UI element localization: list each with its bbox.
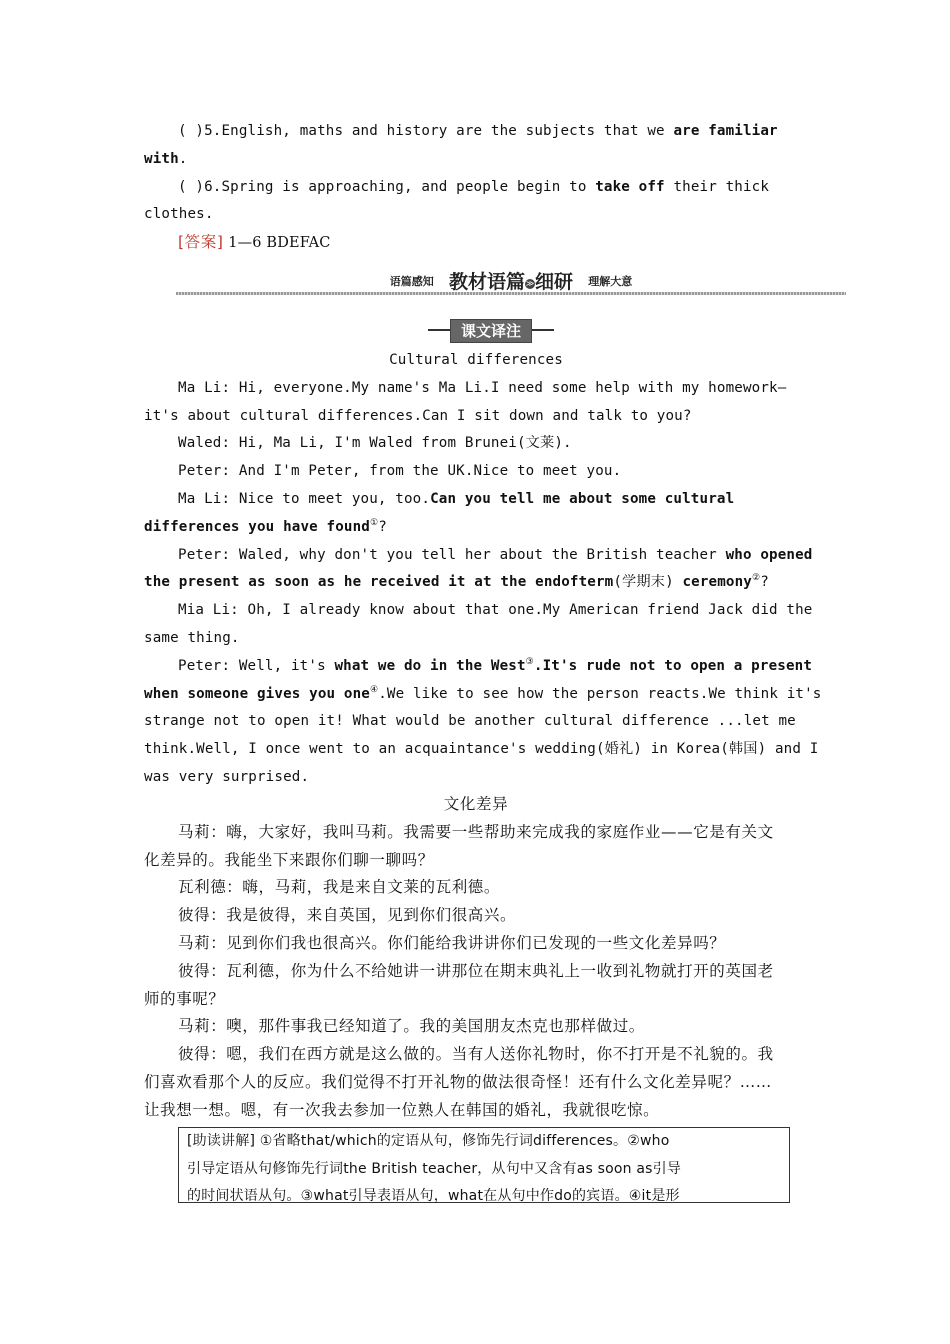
answer-text: 1—6 BDEFAC: [223, 235, 331, 252]
chinese-translation: 文化差异 马莉：嗨，大家好，我叫马莉。我需要一些帮助来完成我的家庭作业——它是有关文 化差异的。我能坐下来跟你们聊一聊吗？ 瓦利德：嗨，马莉，我是来自文莱的瓦利德。 彼得：我是彼得，来自英国，见到你们很高兴。 马莉：见到你们我也很高兴。你们能给我讲讲你们已发现的一些文化差异吗？ 彼得：瓦利德，你为什么不给她讲一讲那位在期末典礼上一收到礼物就打开的英国老 师的事呢？ 马莉：噢，那件事我已经知道了。我的美国朋友杰克也那样做过。 彼得：嗯，我们在西方就是这么做的。当有人送你礼物时，你不打开是不礼貌的。我 们喜欢看那个人的反应。我们觉得不打开礼物的做法很奇怪！还有什么文化差异呢？…… 让我想一想。嗯，有一次我去参加一位熟人在韩国的婚礼，我就很吃惊。: [144, 791, 808, 1125]
exercise-q5-line1: ( )5.English, maths and history are the subjects that we are familiar: [178, 123, 778, 139]
highlight-phrase: take off: [595, 178, 665, 195]
reading-note-box: [助读讲解] ①省略that/which的定语从句，修饰先行词differences。②who 引导定语从句修饰先行词the British teacher，从句中又含有as soon as引导 的时间状语从句。③what引导表语从句，what在从句中作do的宾语。④it是形: [178, 1127, 790, 1203]
arrow-icon: ≫: [525, 279, 535, 288]
english-text: Cultural differences Ma Li: Hi, everyone.My name's Ma Li.I need some help with my homework— it's about cultural differences.Can I sit down and talk to you? Waled: Hi, Ma Li, I'm Waled from Brunei(文莱). Peter: And I'm Peter, from the UK.Nice to meet you. Ma Li: Nice to meet you, too.Can you tell me about some cultural differences you have found①? Peter: Waled, why don't you tell her about the British teacher who opened the present as soon as he received it at the endofterm(学期末) ceremony②? Mia Li: Oh, I already know about that one.My American friend Jack did the same thing. Peter: Well, it's what we do in the West③.It's rude not to open a present when someone gives you one④.We like to see how the person reacts.We think it's strange not to open it! What would be another cultural difference ...let me think.Well, I once went to an acquaintance's wedding(婚礼) in Korea(韩国) and I was very surprised.: [144, 347, 808, 792]
answer-label: [答案]: [178, 233, 224, 252]
section-banner: 语篇感知 教材语篇≫细研 理解大意: [176, 267, 846, 299]
highlight-phrase: are familiar: [673, 123, 778, 139]
exercise-section: [144, 118, 808, 258]
answer-blank[interactable]: ( ): [178, 178, 205, 195]
exercise-q6-line1: ( )6.Spring is approaching, and people begin to take off their thick: [178, 178, 770, 195]
answer-blank[interactable]: ( ): [178, 123, 205, 139]
answer-line: [144, 229, 808, 258]
english-title: Cultural differences: [389, 352, 563, 368]
exercise-q5-line2: with.: [144, 150, 188, 167]
section-title: 课文译注: [428, 319, 554, 341]
exercise-q6-line2: clothes.: [144, 206, 214, 223]
chinese-title: 文化差异: [443, 795, 509, 813]
